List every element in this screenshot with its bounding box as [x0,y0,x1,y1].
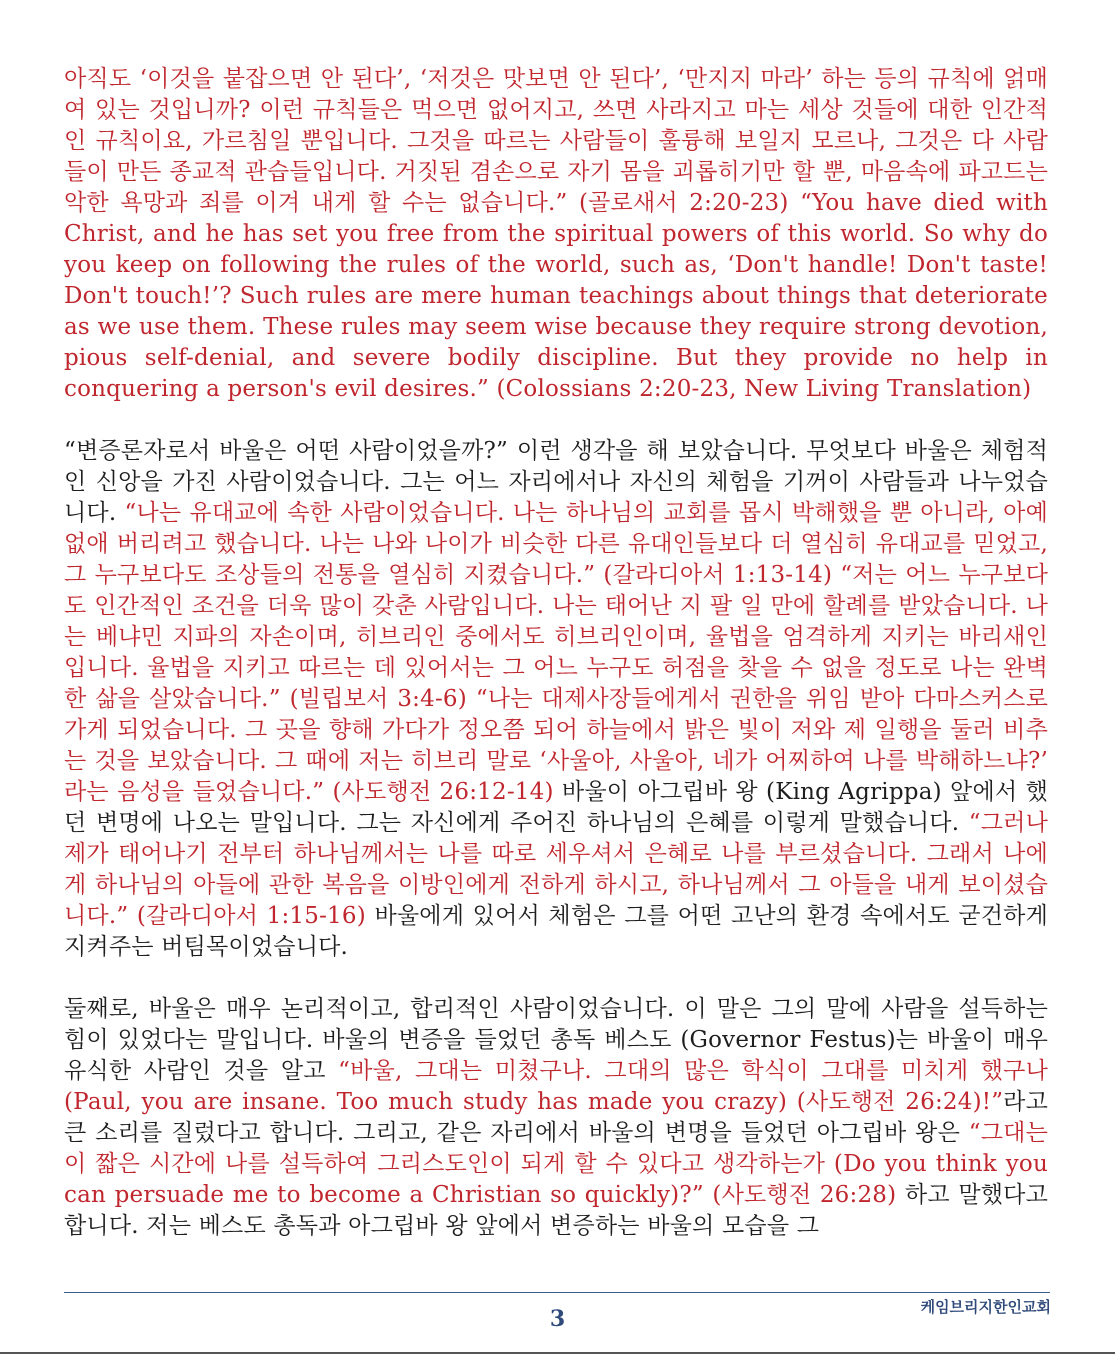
text-run: “변증론자로서 바울은 어떤 사람이었을까?” 이런 생각을 해 보았습니다. 무엇보다 바울은 체험적인 신앙을 가진 사람이었습니다. 그는 어느 자리에서나 자신의 체험을 기꺼이 사람들과 나누었습니다. [64,438,1048,526]
text-run: 둘째로, 바울은 매우 논리적이고, 합리적인 사람이었습니다. 이 말은 그의 말에 사람을 설득하는 힘이 있었다는 말입니다. 바울의 변증을 들었던 총독 베스도 (Governor Festus)는 바울이 매우 유식한 사람인 것을 알고 [64,996,1056,1084]
footer-divider [64,1292,1050,1293]
text-run: 바울이 아그립바 왕 (King Agrippa) 앞에서 했던 변명에 나오는 말입니다. 그는 자신에게 주어진 하나님의 은혜를 이렇게 말했습니다. [64,779,1048,836]
page-body [64,64,1056,1273]
paragraph-experiential-faith [64,436,1056,963]
paragraph-colossians-quote [64,64,1056,405]
text-run-quote: “바울, 그대는 미쳤구나. 그대의 많은 학식이 그대를 미치게 했구나 (Paul, you are insane. Too much study has made you crazy) (사도행전 26:24)!” [64,1058,1056,1115]
text-run: 라고 큰 소리를 질렀다고 합니다. 그리고, 같은 자리에서 바울의 변명을 들었던 아그립바 왕은 [64,1089,1056,1146]
footer-church-name: 케임브리지한인교회 [920,1298,1051,1316]
bottom-border [0,1352,1115,1354]
paragraph-logical-person [64,994,1056,1242]
text-run: 아직도 ‘이것을 붙잡으면 안 된다’, ‘저것은 맛보면 안 된다’, ‘만지지 마라’ 하는 등의 규칙에 얽매여 있는 것입니까? 이런 규칙들은 먹으면 없어지고, 쓰면 사라지고 마는 세상 것들에 대한 인간적인 규칙이요, 가르침일 뿐입니다. 그것을 따르는 사람들이 훌륭해 보일지 모르나, 그것은 다 사람들이 만든 종교적 관습들입니다. 거짓된 겸손으로 자기 몸을 괴롭히기만 할 뿐, 마음속에 파고드는 악한 욕망과 죄를 이겨 내게 할 수는 없습니다.” (골로새서 2:20-23) “You have died with Christ, and he has set you free from the spiritual powers of this world. So why do you keep on following the rules of the world, such as, ‘Don't handle! Don't taste! Don't touch!’? Such rules are mere human teachings about things that deteriorate as we use them. These rules may seem wise because they require strong devotion, pious self-denial, and severe bodily discipline. But they provide no help in conquering a person's evil desires.” (Colossians 2:20-23, New Living Translation) [64,66,1056,402]
text-run-quote: “그러나 제가 태어나기 전부터 하나님께서는 나를 따로 세우셔서 은혜로 나를 부르셨습니다. 그래서 나에게 하나님의 아들에 관한 복음을 이방인에게 전하게 하시고, 하나님께서 그 아들을 내게 보이셨습니다.” (갈라디아서 1:15-16) [64,810,1056,929]
text-run: 하고 말했다고 합니다. 저는 베스도 총독과 아그립바 왕 앞에서 변증하는 바울의 모습을 그 [64,1182,1056,1239]
text-run-quote: “그대는 이 짧은 시간에 나를 설득하여 그리스도인이 되게 할 수 있다고 생각하는가 (Do you think you can persuade me to become a Christian so quickly)?” (사도행전 26:28) [64,1120,1056,1208]
text-run-quote: “나는 유대교에 속한 사람이었습니다. 나는 하나님의 교회를 몹시 박해했을 뿐 아니라, 아예 없애 버리려고 했습니다. 나는 나와 나이가 비슷한 다른 유대인들보다 더 열심히 유대교를 믿었고, 그 누구보다도 조상들의 전통을 열심히 지켰습니다.” (갈라디아서 1:13-14) “저는 어느 누구보다도 인간적인 조건을 더욱 많이 갖춘 사람입니다. 나는 태어난 지 팔 일 만에 할례를 받았습니다. 나는 베냐민 지파의 자손이며, 히브리인 중에서도 히브리인이며, 율법을 엄격하게 지키는 바리새인입니다. 율법을 지키고 따르는 데 있어서는 그 어느 누구도 허점을 찾을 수 없을 정도로 나는 완벽한 삶을 살았습니다.” (빌립보서 3:4-6) “나는 대제사장들에게서 권한을 위임 받아 다마스커스로 가게 되었습니다. 그 곳을 향해 가다가 정오쯤 되어 하늘에서 밝은 빛이 저와 제 일행을 둘러 비추는 것을 보았습니다. 그 때에 저는 히브리 말로 ‘사울아, 사울아, 네가 어찌하여 나를 박해하느냐?’ 라는 음성을 들었습니다.” (사도행전 26:12-14) [64,500,1056,805]
page-number: 3 [549,1306,566,1332]
text-run: 바울에게 있어서 체험은 그를 어떤 고난의 환경 속에서도 굳건하게 지켜주는 버팀목이었습니다. [64,903,1056,960]
